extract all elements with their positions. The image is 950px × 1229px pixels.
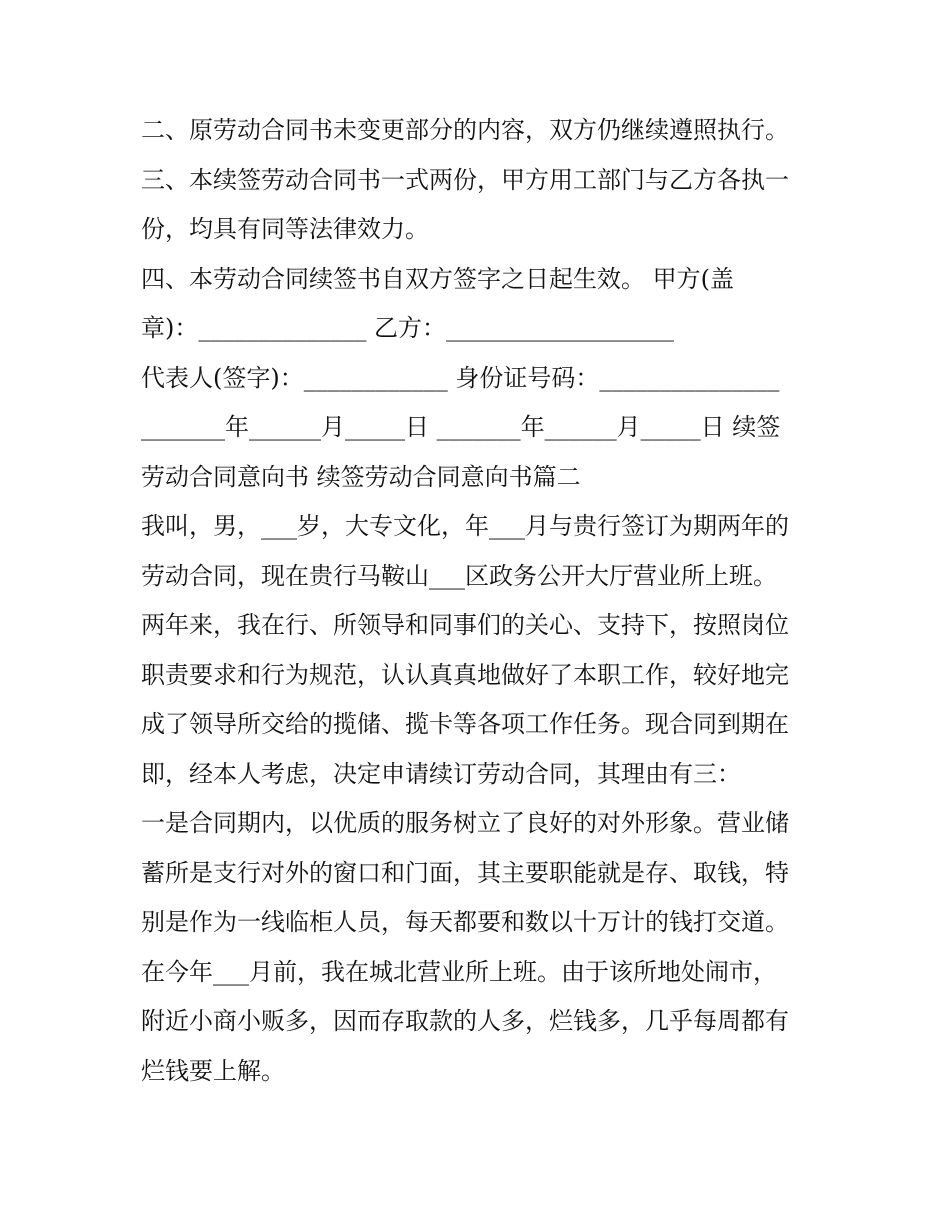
text-line: 职责要求和行为规范，认认真真地做好了本职工作，较好地完 (141, 660, 789, 689)
text-line: 在今年___月前，我在城北营业所上班。由于该所地处闹市， (141, 957, 777, 986)
text-line: 劳动合同，现在贵行马鞍山___区政务公开大厅营业所上班。 (141, 561, 777, 590)
text-line: 三、本续签劳动合同书一式两份，甲方用工部门与乙方各执一 (141, 165, 789, 194)
text-line: 我叫，男，___岁，大专文化，年___月与贵行签订为期两年的 (141, 512, 789, 540)
text-line: 附近小商小贩多，因而存取款的人多，烂钱多，几乎每周都有 (141, 1007, 789, 1035)
date-line: _______年______月_____日 _______年______月_____日 续签 (141, 413, 781, 441)
signature-line: 章)：______________ 乙方：___________________ (141, 314, 674, 342)
text-line: 份，均具有同等法律效力。 (141, 215, 429, 243)
text-line: 蓄所是支行对外的窗口和门面，其主要职能就是存、取钱，特 (141, 858, 789, 887)
text-line: 二、原劳动合同书未变更部分的内容，双方仍继续遵照执行。 (141, 116, 789, 144)
text-line: 两年来，我在行、所领导和同事们的关心、支持下，按照岗位 (141, 611, 789, 639)
text-line: 四、本劳动合同续签书自双方签字之日起生效。 甲方(盖 (141, 264, 734, 293)
text-line: 成了领导所交给的揽储、揽卡等各项工作任务。现合同到期在 (141, 710, 789, 738)
document-body (141, 106, 821, 1096)
section-heading: 劳动合同意向书 续签劳动合同意向书篇二 (141, 462, 581, 491)
text-line: 烂钱要上解。 (141, 1056, 285, 1085)
text-line: 别是作为一线临柜人员，每天都要和数以十万计的钱打交道。 (141, 908, 789, 936)
signature-line: 代表人(签字)：____________ 身份证号码：_______________ (141, 363, 780, 392)
text-line: 一是合同期内，以优质的服务树立了良好的对外形象。营业储 (141, 809, 789, 837)
text-line: 即，经本人考虑，决定申请续订劳动合同，其理由有三： (141, 759, 741, 788)
